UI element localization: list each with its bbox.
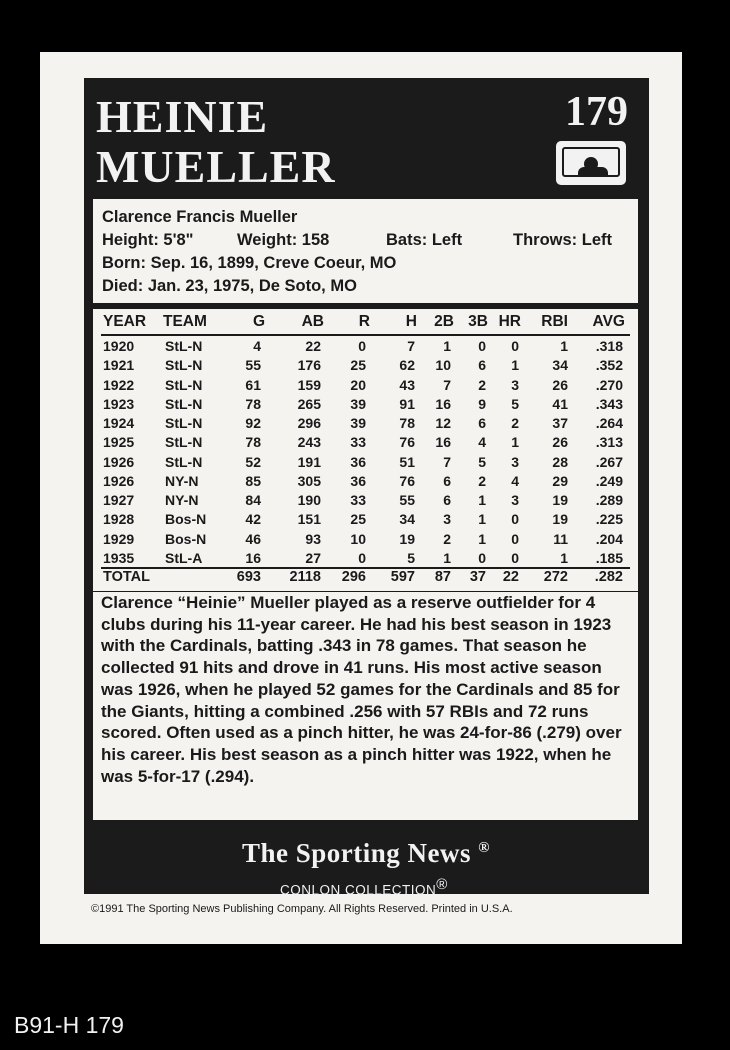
stats-cell-h: 91 xyxy=(399,395,415,412)
stats-cell-avg: .249 xyxy=(595,472,623,489)
stats-cell-ab: 296 xyxy=(297,415,321,431)
stats-cell-2b: 10 xyxy=(435,357,451,374)
stats-cell-team: StL-N xyxy=(165,376,203,393)
stats-cell-r: 39 xyxy=(350,395,366,412)
stats-cell-r: 39 xyxy=(350,415,366,431)
stats-cell-team: NY-N xyxy=(165,472,199,489)
stats-cell-r: 25 xyxy=(350,511,366,528)
stats-cell-g: 78 xyxy=(245,395,261,412)
stats-cell-ab: 305 xyxy=(297,472,321,489)
stats-cell-year: 1922 xyxy=(103,376,135,393)
total-cell-avg: .282 xyxy=(594,569,623,585)
stats-cell-ab: 22 xyxy=(305,338,321,354)
stats-cell-2b: 7 xyxy=(443,376,451,393)
died: Died: Jan. 23, 1975, De Soto, MO xyxy=(102,277,357,295)
stats-row xyxy=(93,357,638,376)
stats-cell-g: 16 xyxy=(245,549,261,566)
stats-cell-g: 55 xyxy=(245,357,261,374)
stats-cell-hr: 3 xyxy=(511,376,519,393)
stats-cell-3b: 6 xyxy=(478,415,486,431)
stats-cell-rbi: 37 xyxy=(552,415,568,431)
stats-cell-g: 85 xyxy=(245,472,261,489)
player-first-name: HEINIE xyxy=(96,91,269,142)
stats-cell-3b: 1 xyxy=(478,511,486,528)
stats-cell-2b: 2 xyxy=(443,530,451,547)
stats-header-2b: 2B xyxy=(434,313,454,330)
stats-cell-rbi: 19 xyxy=(552,511,568,528)
stats-cell-rbi: 26 xyxy=(552,376,568,393)
header-divider xyxy=(101,334,630,336)
stats-cell-avg: .264 xyxy=(595,415,623,431)
stats-cell-2b: 1 xyxy=(443,549,451,566)
stats-cell-rbi: 41 xyxy=(552,395,568,412)
full-name: Clarence Francis Mueller xyxy=(102,208,298,226)
scan-label: B91-H 179 xyxy=(14,1012,124,1038)
stats-cell-ab: 176 xyxy=(297,357,321,374)
stats-cell-g: 46 xyxy=(245,530,261,547)
stats-header-avg: AVG xyxy=(592,313,625,330)
stats-cell-hr: 1 xyxy=(511,357,519,374)
bats: Bats: Left xyxy=(386,231,463,249)
stats-cell-3b: 2 xyxy=(478,376,486,393)
copyright: ©1991 The Sporting News Publishing Company. All Rights Reserved. Printed in U.S.A. xyxy=(91,903,513,915)
stats-cell-team: StL-N xyxy=(165,357,203,374)
stats-cell-g: 52 xyxy=(245,453,261,470)
stats-cell-year: 1935 xyxy=(103,549,135,566)
stats-cell-2b: 16 xyxy=(435,395,451,412)
stats-cell-team: Bos-N xyxy=(165,530,207,547)
player-name xyxy=(96,92,336,192)
stats-cell-r: 0 xyxy=(358,338,366,354)
stats-cell-rbi: 29 xyxy=(552,472,568,489)
stats-cell-avg: .267 xyxy=(595,453,623,470)
total-cell-g: 693 xyxy=(236,569,261,585)
stats-row xyxy=(93,492,638,511)
stats-cell-2b: 12 xyxy=(435,415,451,431)
stats-cell-h: 43 xyxy=(399,376,415,393)
stats-total-row xyxy=(93,569,638,588)
stats-cell-year: 1927 xyxy=(103,492,135,508)
sporting-news-logo: The Sporting News ® xyxy=(242,838,490,868)
stats-cell-year: 1926 xyxy=(103,453,135,470)
stats-cell-h: 34 xyxy=(399,511,415,528)
total-cell-ab: 2118 xyxy=(289,569,321,585)
stats-row xyxy=(93,473,638,492)
total-cell-h: 597 xyxy=(390,569,415,585)
stats-cell-ab: 191 xyxy=(297,453,321,470)
stats-cell-h: 55 xyxy=(399,492,415,508)
stats-cell-2b: 16 xyxy=(435,434,451,451)
stats-cell-ab: 265 xyxy=(297,395,321,412)
stats-cell-hr: 0 xyxy=(511,338,519,354)
stats-header-team: TEAM xyxy=(163,313,207,330)
stats-cell-ab: 93 xyxy=(305,530,321,547)
weight: Weight: 158 xyxy=(237,231,330,249)
stats-cell-rbi: 28 xyxy=(552,453,568,470)
stats-cell-ab: 243 xyxy=(297,434,321,451)
stats-row xyxy=(93,511,638,530)
stats-cell-r: 33 xyxy=(350,434,366,451)
mlb-logo-icon xyxy=(556,141,626,185)
stats-header-ab: AB xyxy=(301,313,324,330)
career-description: Clarence “Heinie” Mueller played as a reserve outfielder for 4 clubs during his 11-year career. He had his best season in 1923 with the Cardinals, batting .343 in 78 games. That season he collected 91 hits and drove in 41 runs. His most active season was 1926, when he played 52 games for the Cardinals and 85 for the Giants, hitting a combined .256 with 57 RBIs and 72 runs scored. Often used as a pinch hitter, he was 24-for-86 (.279) over his career. His best season as a pinch hitter was 1922, when he was 5-for-17 (.294). xyxy=(101,593,622,786)
stats-cell-rbi: 34 xyxy=(552,357,568,374)
stats-cell-r: 36 xyxy=(350,472,366,489)
stats-cell-year: 1928 xyxy=(103,511,135,528)
stats-cell-r: 0 xyxy=(358,549,366,566)
stats-cell-year: 1926 xyxy=(103,472,135,489)
born: Born: Sep. 16, 1899, Creve Coeur, MO xyxy=(102,254,397,272)
stats-cell-3b: 5 xyxy=(478,453,486,470)
stats-table xyxy=(93,309,638,591)
stats-row xyxy=(93,454,638,473)
stats-cell-h: 5 xyxy=(407,549,415,566)
stats-cell-2b: 7 xyxy=(443,453,451,470)
stats-cell-3b: 1 xyxy=(478,530,486,547)
stats-header-hr: HR xyxy=(498,313,521,330)
stats-cell-3b: 1 xyxy=(478,492,486,508)
stats-cell-h: 7 xyxy=(407,338,415,354)
stats-cell-3b: 4 xyxy=(478,434,486,451)
stats-cell-g: 78 xyxy=(245,434,261,451)
stats-cell-g: 42 xyxy=(245,511,261,528)
stats-row xyxy=(93,338,638,357)
bio-panel xyxy=(93,199,638,303)
stats-cell-2b: 1 xyxy=(443,338,451,354)
height: Height: 5'8" xyxy=(102,231,194,249)
stats-row xyxy=(93,434,638,453)
total-cell-r: 296 xyxy=(341,569,366,585)
stats-cell-h: 19 xyxy=(399,530,415,547)
stats-cell-avg: .270 xyxy=(595,376,623,393)
total-cell-rbi: 272 xyxy=(543,569,568,585)
stats-cell-rbi: 1 xyxy=(560,338,568,354)
stats-cell-r: 20 xyxy=(350,376,366,393)
stats-cell-2b: 6 xyxy=(443,472,451,489)
stats-cell-hr: 1 xyxy=(511,434,519,451)
stats-cell-h: 62 xyxy=(399,357,415,374)
stats-cell-2b: 6 xyxy=(443,492,451,508)
stats-row xyxy=(93,531,638,550)
stats-cell-avg: .225 xyxy=(595,511,623,528)
stats-cell-3b: 0 xyxy=(478,549,486,566)
total-cell-hr: 22 xyxy=(502,569,519,585)
stats-cell-hr: 0 xyxy=(511,511,519,528)
total-cell-3b: 37 xyxy=(469,569,486,585)
stats-cell-3b: 9 xyxy=(478,395,486,412)
stats-cell-rbi: 1 xyxy=(560,549,568,566)
stats-cell-r: 36 xyxy=(350,453,366,470)
stats-cell-team: StL-N xyxy=(165,453,203,470)
stats-row xyxy=(93,377,638,396)
stats-cell-team: NY-N xyxy=(165,492,199,508)
card-number: 179 xyxy=(565,89,628,135)
stats-cell-hr: 3 xyxy=(511,492,519,508)
stats-header-r: R xyxy=(358,313,370,330)
stats-row xyxy=(93,396,638,415)
description-panel xyxy=(93,592,638,820)
stats-row xyxy=(93,415,638,434)
stats-cell-hr: 3 xyxy=(511,453,519,470)
stats-cell-avg: .185 xyxy=(595,549,623,566)
stats-header-year: YEAR xyxy=(103,313,147,330)
stats-cell-year: 1924 xyxy=(103,415,135,431)
stats-cell-hr: 5 xyxy=(511,395,519,412)
stats-cell-team: StL-N xyxy=(165,338,203,354)
player-last-name: MUELLER xyxy=(96,141,336,192)
stats-cell-avg: .313 xyxy=(595,434,623,451)
stats-cell-h: 76 xyxy=(399,434,415,451)
stats-cell-r: 33 xyxy=(350,492,366,508)
stats-cell-h: 78 xyxy=(399,415,415,431)
stats-cell-team: StL-N xyxy=(165,395,203,412)
stats-cell-hr: 4 xyxy=(511,472,519,489)
stats-cell-2b: 3 xyxy=(443,511,451,528)
stats-cell-h: 76 xyxy=(399,472,415,489)
stats-cell-ab: 190 xyxy=(297,492,321,508)
stats-cell-team: Bos-N xyxy=(165,511,207,528)
stats-cell-rbi: 11 xyxy=(553,530,568,547)
stats-cell-year: 1925 xyxy=(103,434,135,451)
stats-cell-g: 84 xyxy=(245,492,261,508)
stats-cell-3b: 0 xyxy=(478,338,486,354)
stats-cell-avg: .352 xyxy=(595,357,623,374)
stats-cell-avg: .343 xyxy=(595,395,623,412)
total-cell-2b: 87 xyxy=(434,569,451,585)
stats-header-row xyxy=(93,313,638,335)
stats-header-h: H xyxy=(405,313,417,330)
stats-cell-team: StL-A xyxy=(165,549,203,566)
conlon-collection: CONLON COLLECTION® xyxy=(280,876,448,898)
stats-header-3b: 3B xyxy=(468,313,488,330)
stats-cell-hr: 2 xyxy=(511,415,519,431)
stats-cell-team: StL-N xyxy=(165,415,203,431)
stats-cell-ab: 159 xyxy=(297,376,321,393)
stats-cell-year: 1920 xyxy=(103,338,135,354)
stats-cell-rbi: 26 xyxy=(552,434,568,451)
stats-cell-ab: 151 xyxy=(297,511,321,528)
stats-cell-g: 4 xyxy=(253,338,261,354)
stats-cell-team: StL-N xyxy=(165,434,203,451)
stats-cell-avg: .204 xyxy=(595,530,623,547)
stats-cell-r: 10 xyxy=(350,530,366,547)
stats-cell-avg: .318 xyxy=(595,338,623,354)
stats-cell-g: 92 xyxy=(245,415,261,431)
stats-cell-hr: 0 xyxy=(511,530,519,547)
total-cell-year: TOTAL xyxy=(103,569,150,585)
stats-cell-g: 61 xyxy=(245,376,261,393)
stats-row xyxy=(93,550,638,569)
stats-cell-rbi: 19 xyxy=(552,492,568,508)
stats-cell-ab: 27 xyxy=(305,549,321,566)
stats-cell-year: 1929 xyxy=(103,530,135,547)
stats-cell-h: 51 xyxy=(399,453,415,470)
stats-cell-r: 25 xyxy=(350,357,366,374)
stats-header-g: G xyxy=(252,313,265,330)
stats-cell-avg: .289 xyxy=(595,492,623,508)
stats-cell-year: 1921 xyxy=(103,357,135,374)
stats-header-rbi: RBI xyxy=(541,313,568,330)
stats-cell-3b: 2 xyxy=(478,472,486,489)
stats-cell-hr: 0 xyxy=(511,549,519,566)
stats-cell-year: 1923 xyxy=(103,395,135,412)
throws: Throws: Left xyxy=(513,231,612,249)
stats-cell-3b: 6 xyxy=(478,357,486,374)
